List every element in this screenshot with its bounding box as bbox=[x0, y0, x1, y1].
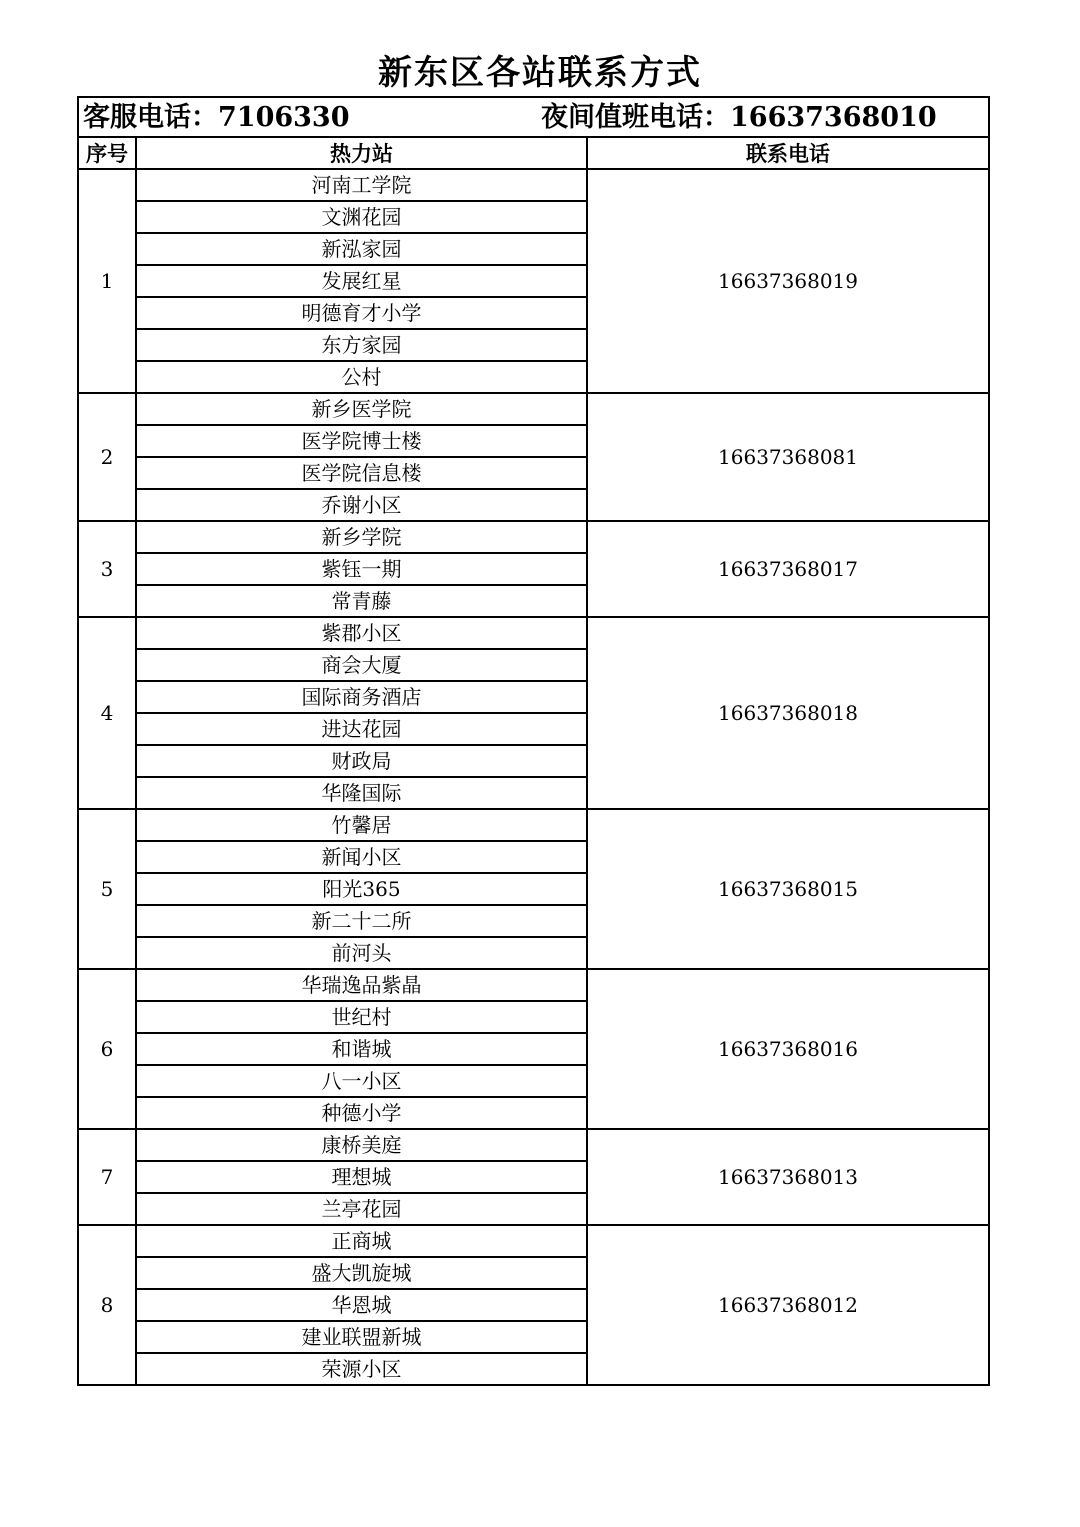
station-name-cell: 荣源小区 bbox=[136, 1353, 587, 1385]
phone-cell: 16637368081 bbox=[587, 393, 989, 521]
station-name-cell: 发展红星 bbox=[136, 265, 587, 297]
header-station: 热力站 bbox=[136, 137, 587, 169]
phone-cell: 16637368016 bbox=[587, 969, 989, 1129]
station-name-cell: 东方家园 bbox=[136, 329, 587, 361]
station-name-cell: 医学院信息楼 bbox=[136, 457, 587, 489]
seq-cell: 4 bbox=[78, 617, 136, 809]
phone-cell: 16637368018 bbox=[587, 617, 989, 809]
station-name-cell: 盛大凯旋城 bbox=[136, 1257, 587, 1289]
station-name-cell: 八一小区 bbox=[136, 1065, 587, 1097]
service-hotline bbox=[83, 104, 350, 131]
phone-cell: 16637368013 bbox=[587, 1129, 989, 1225]
header-row bbox=[78, 137, 989, 169]
table-row bbox=[78, 969, 989, 1001]
page-title: 新东区各站联系方式 bbox=[378, 53, 702, 93]
station-name-cell: 华瑞逸品紫晶 bbox=[136, 969, 587, 1001]
phone-cell: 16637368019 bbox=[587, 169, 989, 393]
station-name-cell: 新闻小区 bbox=[136, 841, 587, 873]
station-name-cell: 财政局 bbox=[136, 745, 587, 777]
hotline-row bbox=[78, 97, 989, 137]
station-name-cell: 河南工学院 bbox=[136, 169, 587, 201]
hotline-cell bbox=[78, 97, 989, 137]
station-name-cell: 和谐城 bbox=[136, 1033, 587, 1065]
station-name-cell: 种德小学 bbox=[136, 1097, 587, 1129]
station-name-cell: 紫郡小区 bbox=[136, 617, 587, 649]
seq-cell: 1 bbox=[78, 169, 136, 393]
phone-cell: 16637368017 bbox=[587, 521, 989, 617]
station-name-cell: 文渊花园 bbox=[136, 201, 587, 233]
service-hotline-number: 7106330 bbox=[218, 102, 350, 133]
station-contact-table bbox=[77, 96, 990, 1386]
station-name-cell: 华隆国际 bbox=[136, 777, 587, 809]
station-name-cell: 康桥美庭 bbox=[136, 1129, 587, 1161]
station-name-cell: 明德育才小学 bbox=[136, 297, 587, 329]
night-hotline-label: 夜间值班电话： bbox=[541, 102, 730, 133]
station-name-cell: 世纪村 bbox=[136, 1001, 587, 1033]
seq-cell: 6 bbox=[78, 969, 136, 1129]
table-row bbox=[78, 1129, 989, 1161]
seq-cell: 5 bbox=[78, 809, 136, 969]
station-name-cell: 兰亭花园 bbox=[136, 1193, 587, 1225]
station-name-cell: 乔谢小区 bbox=[136, 489, 587, 521]
table-row bbox=[78, 169, 989, 201]
station-name-cell: 紫钰一期 bbox=[136, 553, 587, 585]
station-name-cell: 竹馨居 bbox=[136, 809, 587, 841]
phone-cell: 16637368015 bbox=[587, 809, 989, 969]
header-seq: 序号 bbox=[78, 137, 136, 169]
station-name-cell: 常青藤 bbox=[136, 585, 587, 617]
station-name-cell: 新泓家园 bbox=[136, 233, 587, 265]
station-name-cell: 新乡医学院 bbox=[136, 393, 587, 425]
station-name-cell: 新乡学院 bbox=[136, 521, 587, 553]
station-name-cell: 华恩城 bbox=[136, 1289, 587, 1321]
table-row bbox=[78, 393, 989, 425]
seq-cell: 3 bbox=[78, 521, 136, 617]
table-row bbox=[78, 1225, 989, 1257]
station-name-cell: 公村 bbox=[136, 361, 587, 393]
header-phone: 联系电话 bbox=[587, 137, 989, 169]
phone-cell: 16637368012 bbox=[587, 1225, 989, 1385]
station-name-cell: 新二十二所 bbox=[136, 905, 587, 937]
station-name-cell: 理想城 bbox=[136, 1161, 587, 1193]
table-row bbox=[78, 521, 989, 553]
table-body bbox=[78, 97, 989, 1385]
station-name-cell: 国际商务酒店 bbox=[136, 681, 587, 713]
seq-cell: 8 bbox=[78, 1225, 136, 1385]
station-name-cell: 阳光365 bbox=[136, 873, 587, 905]
station-name-cell: 医学院博士楼 bbox=[136, 425, 587, 457]
station-name-cell: 前河头 bbox=[136, 937, 587, 969]
station-name-cell: 进达花园 bbox=[136, 713, 587, 745]
table-row bbox=[78, 617, 989, 649]
station-name-cell: 商会大厦 bbox=[136, 649, 587, 681]
seq-cell: 2 bbox=[78, 393, 136, 521]
table-row bbox=[78, 809, 989, 841]
night-hotline-number: 16637368010 bbox=[730, 102, 937, 133]
station-name-cell: 正商城 bbox=[136, 1225, 587, 1257]
service-hotline-label: 客服电话： bbox=[83, 102, 218, 133]
night-hotline bbox=[541, 104, 937, 131]
seq-cell: 7 bbox=[78, 1129, 136, 1225]
station-name-cell: 建业联盟新城 bbox=[136, 1321, 587, 1353]
